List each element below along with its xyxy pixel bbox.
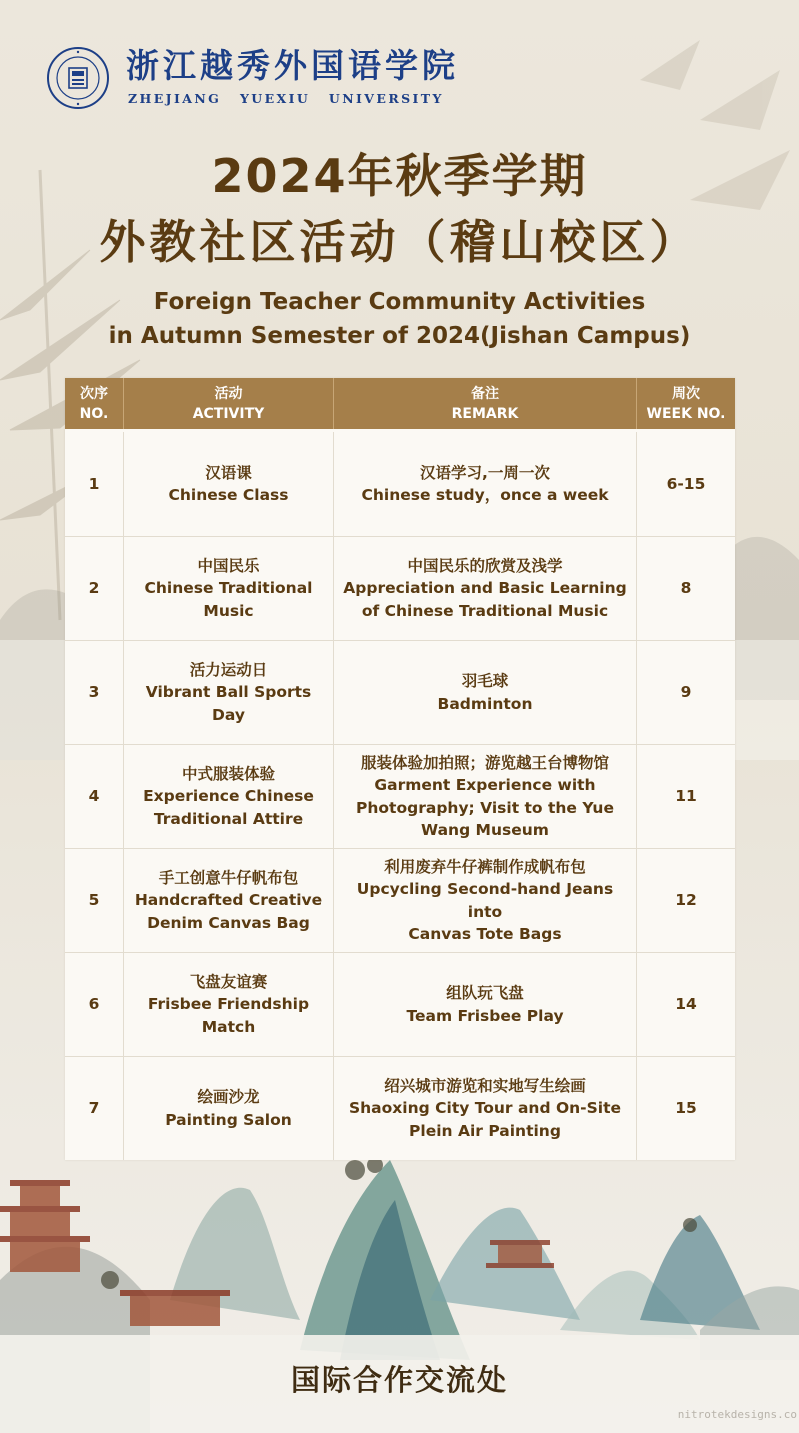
cell-remark-line: Team Frisbee Play bbox=[406, 1006, 564, 1025]
cell-week bbox=[637, 1057, 735, 1160]
cell-remark bbox=[334, 1057, 637, 1160]
header-no-en: NO. bbox=[79, 405, 109, 422]
cell-activity-line: Music bbox=[203, 601, 254, 620]
table-header bbox=[65, 378, 735, 429]
university-seal-logo bbox=[46, 46, 110, 110]
cell-activity-line: Chinese Traditional bbox=[144, 579, 313, 598]
title-en-line1: Foreign Teacher Community Activities bbox=[153, 289, 646, 315]
cell-activity-line: Experience Chinese bbox=[143, 787, 314, 806]
cell-remark bbox=[334, 432, 637, 536]
cell-week-value: 9 bbox=[680, 683, 692, 702]
header-remark-cn: 备注 bbox=[471, 385, 499, 402]
cell-week-value: 15 bbox=[675, 1099, 697, 1118]
office-name: 国际合作交流处 bbox=[290, 1363, 508, 1397]
cell-week-value: 11 bbox=[675, 787, 697, 806]
table-row bbox=[65, 640, 735, 744]
table-row bbox=[65, 952, 735, 1056]
cell-activity-line: 汉语课 bbox=[205, 463, 252, 482]
cell-remark-line: Shaoxing City Tour and On-Site bbox=[348, 1099, 621, 1118]
cell-week bbox=[637, 641, 735, 744]
cell-activity-line: Traditional Attire bbox=[153, 809, 304, 828]
cell-activity bbox=[124, 432, 334, 536]
cell-remark-line: 汉语学习,一周一次 bbox=[420, 463, 550, 482]
cell-week bbox=[637, 432, 735, 536]
cell-activity-line: 中国民乐 bbox=[197, 556, 260, 575]
cell-week-value: 12 bbox=[675, 891, 697, 910]
header-no-cn: 次序 bbox=[80, 385, 108, 402]
cell-remark bbox=[334, 641, 637, 744]
cell-no-value: 1 bbox=[88, 474, 100, 493]
watermark: nitrotekdesigns.co bbox=[677, 1408, 797, 1421]
cell-remark-line: 中国民乐的欣赏及浅学 bbox=[407, 556, 563, 575]
header-remark bbox=[334, 378, 637, 429]
cell-no bbox=[65, 953, 124, 1056]
cell-week bbox=[637, 745, 735, 848]
title-cn-line1: 2024年秋季学期 bbox=[211, 149, 588, 203]
title-en-line2: in Autumn Semester of 2024(Jishan Campus) bbox=[108, 323, 691, 349]
cell-activity bbox=[124, 849, 334, 952]
table-row bbox=[65, 1056, 735, 1160]
cell-activity-line: Painting Salon bbox=[165, 1110, 292, 1129]
cell-week-value: 8 bbox=[680, 579, 692, 598]
cell-remark-line: 组队玩飞盘 bbox=[446, 984, 524, 1002]
cell-no-value: 3 bbox=[88, 683, 100, 702]
cell-no-value: 2 bbox=[88, 579, 100, 598]
cell-no bbox=[65, 432, 124, 536]
header-remark-en: REMARK bbox=[451, 405, 519, 422]
cell-remark-line: 利用废弃牛仔裤制作成帆布包 bbox=[384, 857, 586, 876]
cell-remark-line: Upcycling Second-hand Jeans into bbox=[356, 880, 614, 921]
cell-activity-line: Denim Canvas Bag bbox=[147, 913, 310, 932]
table-row bbox=[65, 848, 735, 952]
cell-week-value: 6-15 bbox=[666, 474, 706, 493]
cell-remark-line: Appreciation and Basic Learning bbox=[343, 579, 627, 598]
cell-week bbox=[637, 849, 735, 952]
cell-remark-line: Chinese study，once a week bbox=[361, 486, 609, 504]
cell-no-value: 6 bbox=[88, 995, 100, 1014]
cell-no-value: 7 bbox=[88, 1099, 100, 1118]
cell-activity-line: 绘画沙龙 bbox=[197, 1088, 260, 1106]
table-body bbox=[65, 432, 735, 1160]
header-week-cn: 周次 bbox=[672, 385, 700, 402]
cell-remark-line: Garment Experience with bbox=[374, 776, 596, 794]
header-week-en: WEEK NO. bbox=[646, 405, 726, 422]
table-row bbox=[65, 744, 735, 848]
cell-remark bbox=[334, 537, 637, 640]
header-activity-cn: 活动 bbox=[214, 385, 243, 402]
cell-no bbox=[65, 641, 124, 744]
cell-activity-line: Chinese Class bbox=[168, 486, 289, 504]
cell-activity-line: Vibrant Ball Sports Day bbox=[145, 683, 312, 724]
cell-no bbox=[65, 537, 124, 640]
cell-week-value: 14 bbox=[675, 995, 697, 1014]
cell-no bbox=[65, 1057, 124, 1160]
table-row bbox=[65, 432, 735, 536]
cell-remark-line: 绍兴城市游览和实地写生绘画 bbox=[384, 1076, 586, 1095]
cell-activity-line: 活力运动日 bbox=[189, 660, 268, 679]
cell-remark-line: Canvas Tote Bags bbox=[408, 925, 562, 943]
cell-activity bbox=[124, 537, 334, 640]
cell-remark-line: Plein Air Painting bbox=[409, 1121, 561, 1140]
header-week bbox=[637, 378, 735, 429]
cell-activity bbox=[124, 745, 334, 848]
cell-week bbox=[637, 953, 735, 1056]
title-cn-line2: 外教社区活动（稽山校区） bbox=[99, 215, 700, 269]
cell-activity-line: 飞盘友谊赛 bbox=[189, 972, 268, 991]
header-no bbox=[65, 378, 124, 429]
cell-remark-line: 羽毛球 bbox=[461, 672, 509, 690]
cell-remark-line: Wang Museum bbox=[421, 821, 549, 839]
cell-no-value: 4 bbox=[88, 787, 100, 806]
cell-activity bbox=[124, 641, 334, 744]
cell-activity-line: Handcrafted Creative bbox=[134, 891, 323, 910]
cell-remark-line: Badminton bbox=[437, 694, 533, 713]
header-activity-en: ACTIVITY bbox=[192, 405, 265, 422]
activities-table bbox=[65, 378, 735, 1160]
cell-remark-line: 服装体验加拍照；游览越王台博物馆 bbox=[360, 753, 609, 772]
table-row bbox=[65, 536, 735, 640]
cell-week bbox=[637, 537, 735, 640]
cell-remark-line: of Chinese Traditional Music bbox=[361, 601, 609, 620]
cell-remark bbox=[334, 745, 637, 848]
cell-activity bbox=[124, 953, 334, 1056]
cell-activity bbox=[124, 1057, 334, 1160]
cell-activity-line: 手工创意牛仔帆布包 bbox=[158, 868, 299, 887]
header-activity bbox=[124, 378, 334, 429]
cell-no bbox=[65, 849, 124, 952]
cell-no bbox=[65, 745, 124, 848]
cell-remark bbox=[334, 953, 637, 1056]
cell-activity-line: Match bbox=[201, 1017, 256, 1036]
cell-remark bbox=[334, 849, 637, 952]
cell-activity-line: 中式服装体验 bbox=[181, 764, 275, 783]
university-name-cn: 浙江越秀外国语学院 bbox=[126, 46, 459, 85]
cell-remark-line: Photography; Visit to the Yue bbox=[356, 798, 614, 817]
university-name-en: ZHEJIANG YUEXIU UNIVERSITY bbox=[128, 91, 444, 106]
cell-activity-line: Frisbee Friendship bbox=[147, 995, 310, 1014]
cell-no-value: 5 bbox=[88, 891, 100, 910]
